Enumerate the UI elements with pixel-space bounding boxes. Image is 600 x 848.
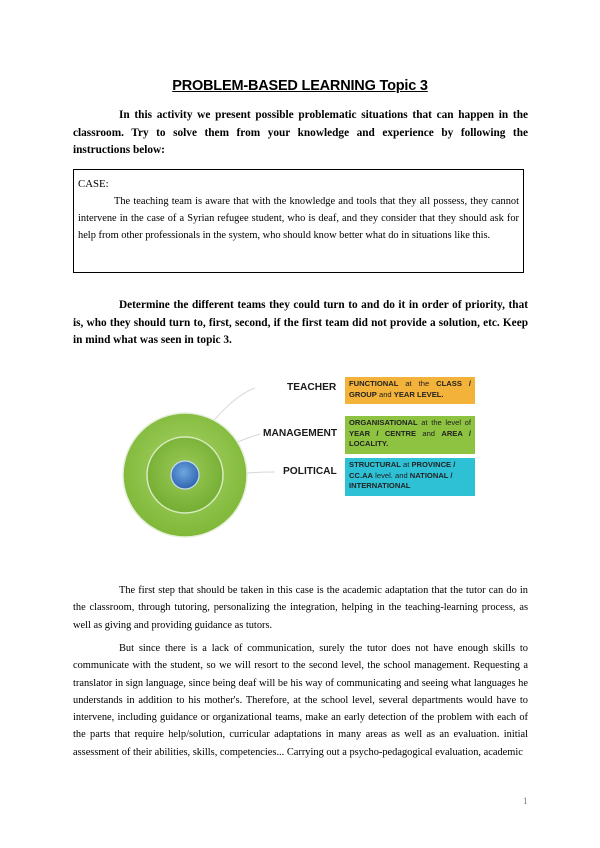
tag-management <box>345 416 475 454</box>
tag-part: AREA / LOCALITY. <box>349 428 471 448</box>
tag-part: YEAR LEVEL. <box>393 389 444 399</box>
tag-part: YEAR / CENTRE <box>349 428 417 438</box>
label-teacher: TEACHER <box>287 382 337 393</box>
label-political: POLITICAL <box>283 466 337 477</box>
paragraph-2 <box>73 640 528 761</box>
paragraph-2-text: But since there is a lack of communication, surely the tutor does not have enough skills to communicate with the student, so we will resort to the second level, the school management. Requesting a translator in sign language, since being deaf will be his way of communicating and seeing what languages he understands in addition to his mother's. Therefore, at the school level, several departments would have to intervene, including guidance or organizational teams, make an early detection of the problem with each of the parts that require help/solution, curricular adaptations in many areas as well as an evaluation. initial assessment of their abilities, skills, competencies... Carrying out a psycho-pedagogical evaluation, academic <box>73 643 528 758</box>
tag-part: GROUP <box>349 389 377 399</box>
tag-part: at <box>400 460 412 469</box>
tag-teacher <box>345 377 475 404</box>
page-number: 1 <box>523 796 528 806</box>
tag-political <box>345 458 475 496</box>
tag-part: NATIONAL / <box>409 470 453 480</box>
tag-part: PROVINCE / <box>411 460 456 469</box>
tag-part: INTERNATIONAL <box>349 481 411 490</box>
case-text: The teaching team is aware that with the knowledge and tools that they all possess, they cannot intervene in the case of a Syrian refugee student, who is deaf, and they consider that they should ask for help from other professionals in the system, who should know better what do in situations like this. <box>78 196 519 241</box>
tag-part: at the <box>398 379 437 388</box>
label-management: MANAGEMENT <box>263 428 338 439</box>
page-title: PROBLEM-BASED LEARNING Topic 3 <box>172 78 428 94</box>
case-label: CASE: <box>78 178 109 190</box>
paragraph-1 <box>73 582 528 634</box>
core-political <box>171 461 199 489</box>
intro-paragraph <box>73 107 528 160</box>
paragraph-1-text: The first step that should be taken in this case is the academic adaptation that the tutor can do in the classroom, through tutoring, personalizing the integration, helping in the teaching-learning process, as well as giving and providing guidance as tutors. <box>73 585 528 631</box>
tag-part: ORGANISATIONAL <box>349 418 418 427</box>
tag-part: level. and <box>373 470 410 480</box>
connector-teacher <box>210 388 255 425</box>
tag-part: FUNCTIONAL <box>349 379 399 388</box>
question-paragraph <box>73 297 528 350</box>
intro-text: In this activity we present possible problematic situations that can happen in the classroom. Try to solve them from your knowledge and experience by following the instructions below: <box>73 109 528 156</box>
levels-diagram <box>115 370 495 560</box>
tag-part: and <box>376 389 394 399</box>
tag-part: STRUCTURAL <box>349 460 401 469</box>
tag-part: at the level of <box>417 418 471 427</box>
tag-part: and <box>416 428 442 438</box>
tag-part: CLASS / <box>436 379 471 388</box>
case-box <box>73 169 524 273</box>
question-text: Determine the different teams they could turn to and do it in order of priority, that is, who they should turn to, first, second, if the first team did not provide a solution, etc. Keep in mind what was seen in topic 3. <box>73 299 528 346</box>
tag-part: CC.AA <box>349 470 374 480</box>
